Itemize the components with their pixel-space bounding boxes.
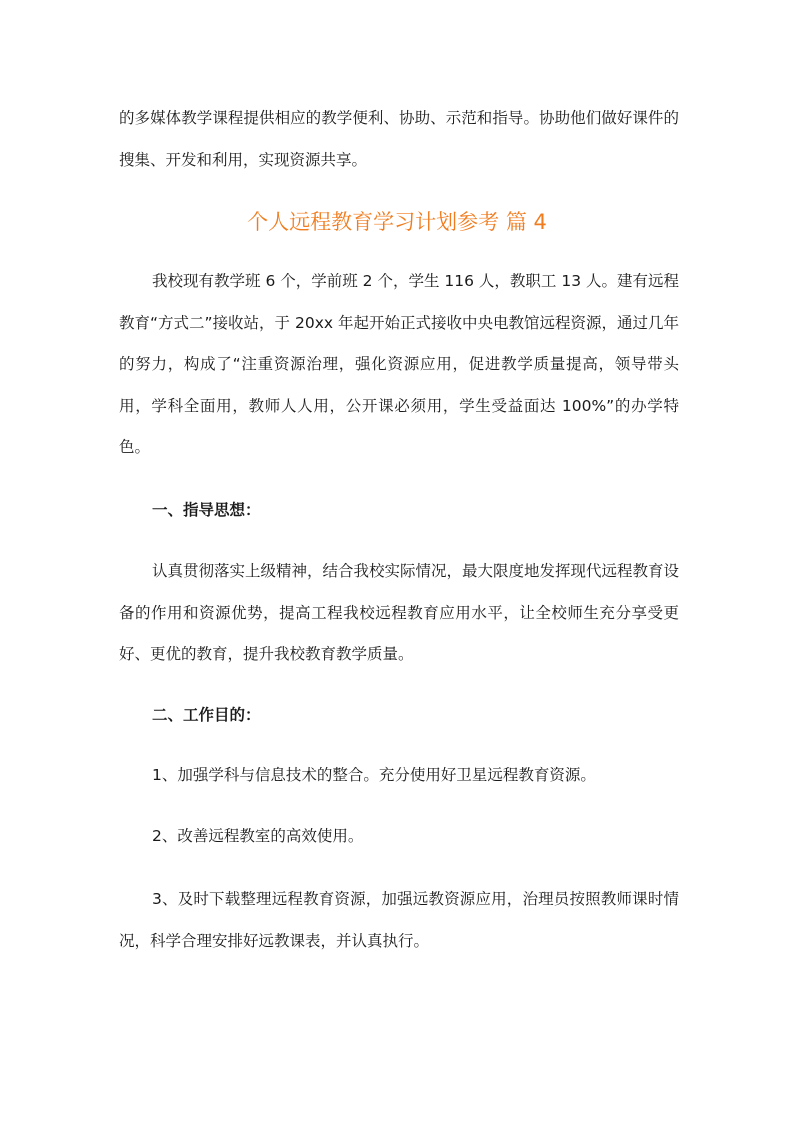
school-overview-paragraph: 我校现有教学班 6 个，学前班 2 个，学生 116 人，教职工 13 人。建有远程教育“方式二”接收站，于 20xx 年起开始正式接收中央电教馆远程资源，通过几年的努力，构成了“注重资源治理，强化资源应用，促进教学质量提高，领导带头用，学科全面用，教师人人用，公开课必须用，学生受益面达 100%”的办学特色。 xyxy=(119,272,679,456)
goal-item-1: 1、加强学科与信息技术的整合。充分使用好卫星远程教育资源。 xyxy=(152,766,596,784)
guiding-thought-paragraph: 认真贯彻落实上级精神，结合我校实际情况，最大限度地发挥现代远程教育设备的作用和资源优势，提高工程我校远程教育应用水平，让全校师生充分享受更好、更优的教育，提升我校教育教学质量。 xyxy=(119,562,680,663)
goal-item-3: 3、及时下载整理远程教育资源，加强远教资源应用，治理员按照教师课时情况，科学合理安排好远教课表，并认真执行。 xyxy=(119,890,679,950)
goal-item-2: 2、改善远程教室的高效使用。 xyxy=(152,827,364,845)
heading-guiding-thought: 一、指导思想： xyxy=(152,501,261,519)
intro-paragraph: 的多媒体教学课程提供相应的教学便利、协助、示范和指导。协助他们做好课件的搜集、开发和利用，实现资源共享。 xyxy=(119,109,679,169)
heading-work-goals: 二、工作目的： xyxy=(152,706,261,724)
section-title: 个人远程教育学习计划参考 篇 4 xyxy=(247,210,547,234)
